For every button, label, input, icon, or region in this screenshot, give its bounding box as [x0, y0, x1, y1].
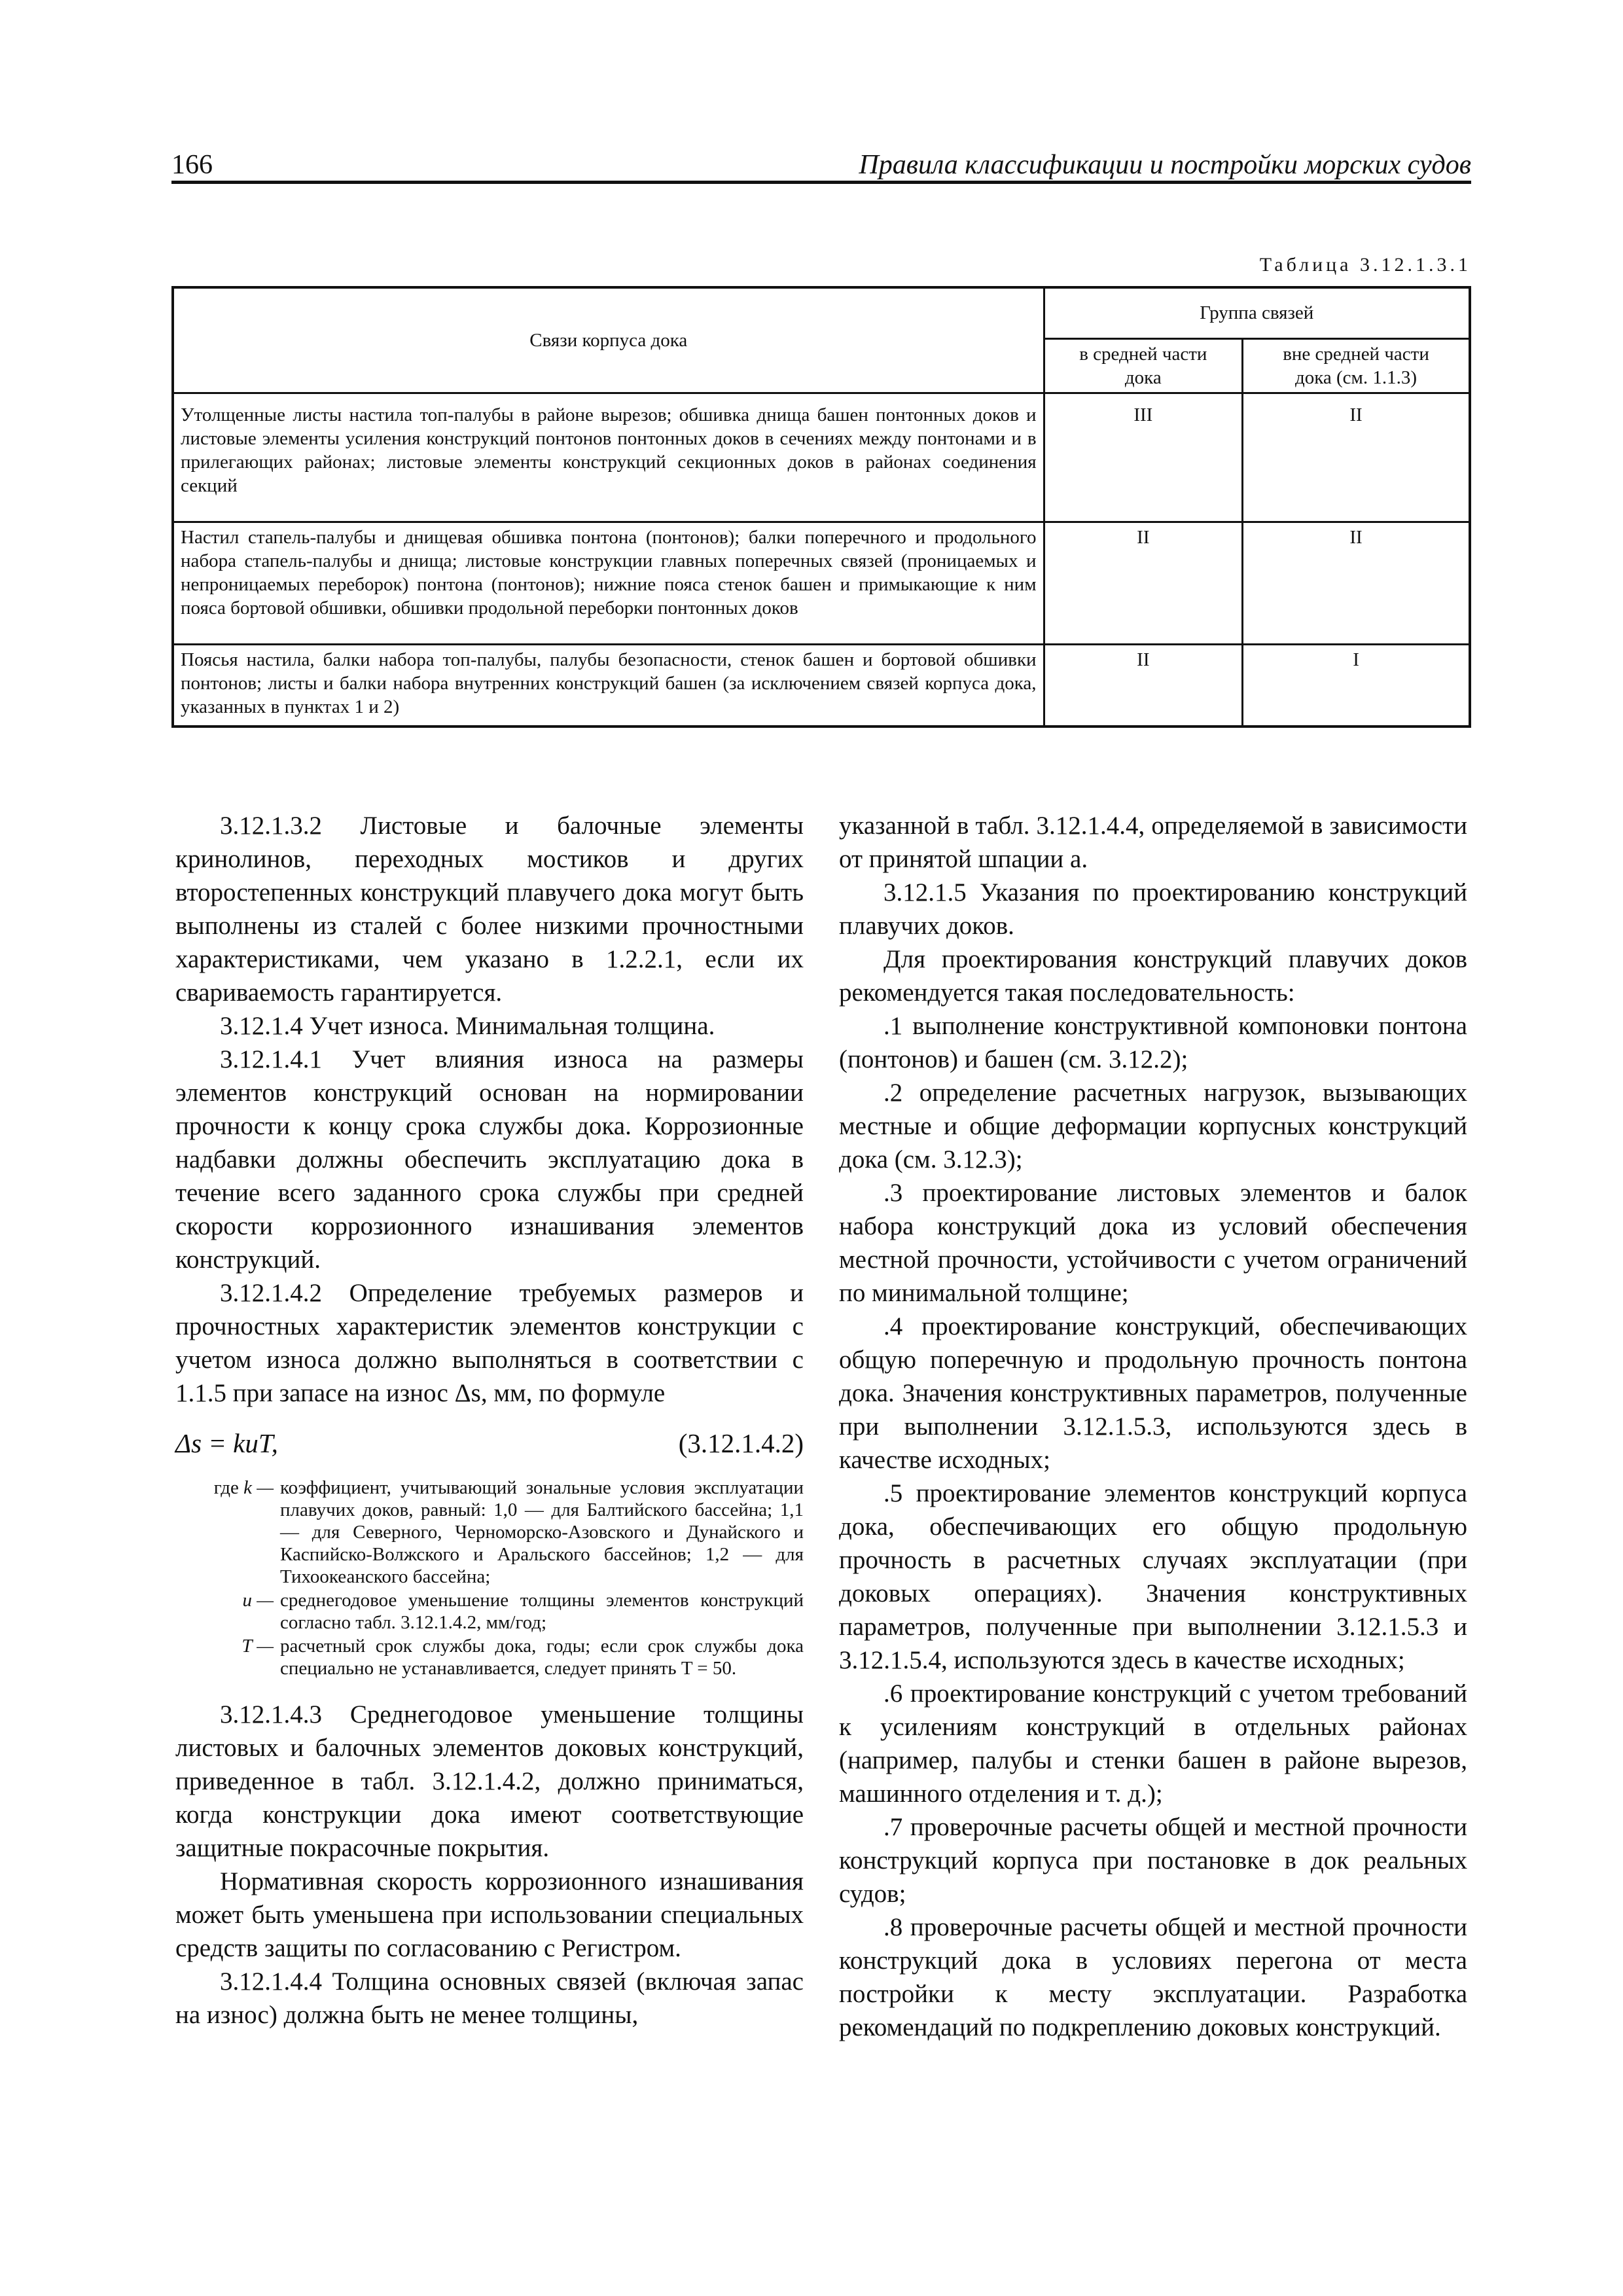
table-header-main: Связи корпуса дока: [173, 287, 1044, 393]
row-group-out: II: [1243, 393, 1470, 522]
paragraph-3-12-1-4-4: 3.12.1.4.4 Толщина основных связей (включая запас на износ) должна быть не менее толщины,: [175, 1967, 804, 2029]
definition-t: T — расчетный срок службы дока, годы; если срок службы дока специально не устанавливается, следует принять T = 50.: [241, 1636, 804, 1679]
table-row: [173, 522, 1470, 644]
table-header-mid: в средней части дока: [1044, 338, 1243, 393]
paragraph-3-12-1-3-2: 3.12.1.3.2 Листовые и балочные элементы кринолинов, переходных мостиков и других второстепенных конструкций плавучего дока могут быть выполнены из сталей с более низкими прочностными характеристиками, чем указано в 1.2.2.1, если их свариваемость гарантируется.: [175, 812, 804, 1007]
row-group-mid: II: [1044, 644, 1243, 726]
definition-k: где k — коэффициент, учитывающий зональные условия эксплуатации плавучих доков, равный: 1,0 — для Балтийского бассейна; 1,1 — для Северного, Черноморско-Азовского и Дунайского и Каспийско-Волжского и Аральского бассейнов; 1,2 — для Тихоокеанского бассейна;: [213, 1477, 804, 1587]
row-group-out: II: [1243, 522, 1470, 644]
table-header-group: Группа связей: [1044, 287, 1470, 338]
heading-3-12-1-5: 3.12.1.5 Указания по проектированию конструкций плавучих доков.: [839, 878, 1467, 940]
table-header-out: вне средней части дока (см. 1.1.3): [1243, 338, 1470, 393]
heading-3-12-1-4: 3.12.1.4 Учет износа. Минимальная толщина.: [220, 1012, 715, 1040]
list-item-4: .4 проектирование конструкций, обеспечивающих общую поперечную и продольную прочность понтона дока. Значения конструктивных параметров, полученные при выполнении 3.12.1.5.3, используются здесь в качестве исходных;: [839, 1312, 1467, 1474]
row-description: Поясья настила, балки набора топ-палубы, палубы безопасности, стенок башен и бортовой обшивки понтонов; листы и балки набора внутренних конструкций башен (за исключением связей корпуса дока, указанных в пунктах 1 и 2): [173, 644, 1044, 726]
table-row: [173, 644, 1470, 726]
paragraph-corrosion-rate: Нормативная скорость коррозионного изнашивания может быть уменьшена при использовании специальных средств защиты по согласованию с Регистром.: [175, 1867, 804, 1962]
page-number: 166: [171, 150, 213, 180]
paragraph-3-12-1-4-2: 3.12.1.4.2 Определение требуемых размеров и прочностных характеристик элементов конструкции с учетом износа должно выполняться в соответствии с 1.1.5 при запасе на износ Δs, мм, по формуле: [175, 1279, 804, 1407]
row-group-out: I: [1243, 644, 1470, 726]
row-description: Утолщенные листы настила топ-палубы в районе вырезов; обшивка днища башен понтонных доков и листовые элементы усиления конструкций понтонов понтонных доков в сечениях между понтонами и в прилегающих районах; листовые элементы конструкций секционных доков в районах соединения секций: [173, 393, 1044, 522]
row-description: Настил стапель-палубы и днищевая обшивка понтона (понтонов); балки поперечного и продольного набора стапель-палубы и днища; листовые конструкции главных поперечных связей (проницаемых и непроницаемых переборок) понтона (понтонов); нижние пояса стенок башен и примыкающие к ним пояса бортовой обшивки, обшивки продольной переборки понтонных доков: [173, 522, 1044, 644]
list-item-2: .2 определение расчетных нагрузок, вызывающих местные и общие деформации корпусных конструкций дока (см. 3.12.3);: [839, 1079, 1467, 1174]
formula-definitions: [175, 1477, 804, 1679]
list-item-3: .3 проектирование листовых элементов и балок набора конструкций дока из условий обеспечения местной прочности, устойчивости с учетом ограничений по минимальной толщине;: [839, 1179, 1467, 1307]
page-header: [171, 148, 1471, 182]
paragraph-continuation: указанной в табл. 3.12.1.4.4, определяемой в зависимости от принятой шпации a.: [839, 812, 1467, 873]
header-rule: [171, 181, 1471, 184]
list-item-1: .1 выполнение конструктивной компоновки понтона (понтонов) и башен (см. 3.12.2);: [839, 1012, 1467, 1073]
running-title: Правила классификации и постройки морских судов: [859, 150, 1471, 180]
row-group-mid: II: [1044, 522, 1243, 644]
row-group-mid: III: [1044, 393, 1243, 522]
paragraph-3-12-1-4-3: 3.12.1.4.3 Среднегодовое уменьшение толщины листовых и балочных элементов доковых конструкций, приведенное в табл. 3.12.1.4.2, должно приниматься, когда конструкции дока имеют соответствующие защитные покрасочные покрытия.: [175, 1700, 804, 1862]
hull-connections-table: [171, 286, 1471, 728]
right-column: [839, 809, 1467, 2044]
paragraph-sequence-intro: Для проектирования конструкций плавучих доков рекомендуется такая последовательность:: [839, 945, 1467, 1007]
list-item-7: .7 проверочные расчеты общей и местной прочности конструкций корпуса при постановке в док реальных судов;: [839, 1813, 1467, 1908]
formula-number: (3.12.1.4.2): [678, 1428, 804, 1458]
paragraph-3-12-1-4-1: 3.12.1.4.1 Учет влияния износа на размеры элементов конструкций основан на нормировании прочности к концу срока службы дока. Коррозионные надбавки должны обеспечить эксплуатацию дока в течение всего заданного срока службы при средней скорости коррозионного изнашивания элементов конструкций.: [175, 1045, 804, 1274]
list-item-5: .5 проектирование элементов конструкций корпуса дока, обеспечивающих его общую продольную прочность в расчетных случаях эксплуатации (при доковых операциях). Значения конструктивных параметров, полученные при выполнении 3.12.1.5.3 и 3.12.1.5.4, используются здесь в качестве исходных;: [839, 1479, 1467, 1674]
left-column: [175, 809, 804, 2032]
formula-block: [175, 1427, 804, 1465]
table-caption: Таблица 3.12.1.3.1: [1259, 254, 1471, 276]
definition-u: u — среднегодовое уменьшение толщины элементов конструкций согласно табл. 3.12.1.4.2, мм/год;: [242, 1590, 804, 1633]
list-item-6: .6 проектирование конструкций с учетом требований к усилениям конструкций в отдельных районах (например, палубы и стенки башен в районе вырезов, машинного отделения и т. д.);: [839, 1679, 1467, 1808]
table-row: [173, 393, 1470, 522]
formula: Δs = kuT,: [175, 1428, 278, 1458]
list-item-8: .8 проверочные расчеты общей и местной прочности конструкций дока в условиях перегона от места постройки к месту эксплуатации. Разработка рекомендаций по подкреплению доковых конструкций.: [839, 1913, 1467, 2041]
